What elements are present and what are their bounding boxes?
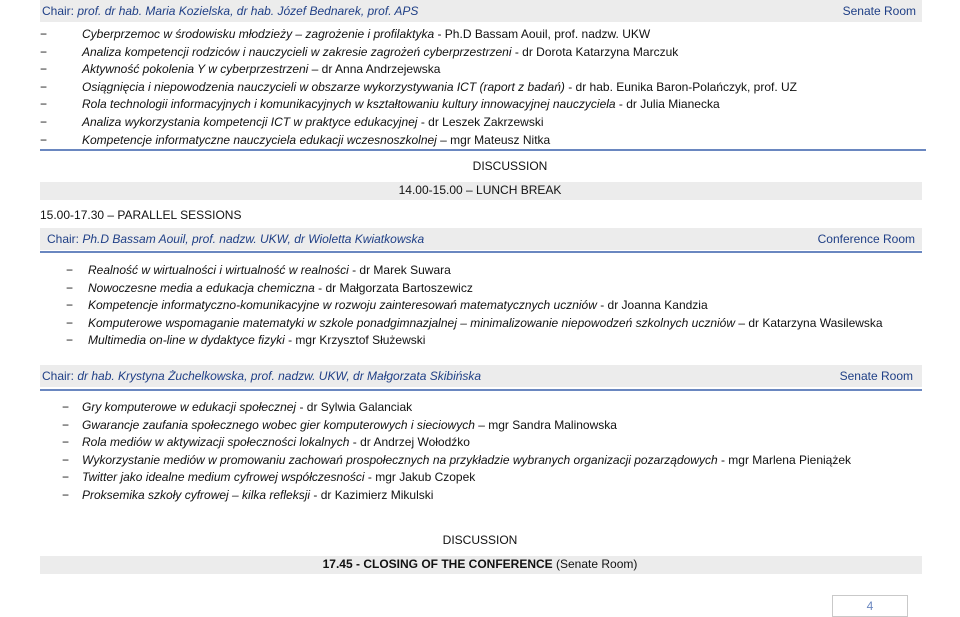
talk-item: [66, 262, 883, 280]
talk-item: [66, 280, 883, 298]
talk-item: [66, 297, 883, 315]
talk-item: [40, 61, 797, 79]
session3-talk-list: [62, 399, 851, 505]
session2-chair: [47, 232, 424, 246]
talk-title: Gwarancje zaufania społecznego wobec gier komputerowych i sieciowych: [82, 417, 475, 432]
dash-marker: −: [66, 280, 74, 295]
dash-marker: −: [40, 79, 48, 94]
session2-talk-list: [66, 262, 883, 350]
session2-chair-names: Ph.D Bassam Aouil, prof. nadzw. UKW, dr Wioletta Kwiatkowska: [82, 232, 425, 246]
talk-item: [40, 132, 797, 150]
dash-marker: −: [62, 400, 70, 414]
session3-discussion: DISCUSSION: [442, 533, 518, 547]
talk-title: Multimedia on-line w dydaktyce fizyki: [88, 333, 285, 348]
talk-item: [40, 26, 797, 44]
dash-marker: −: [40, 132, 48, 147]
talk-item: [40, 44, 797, 62]
talk-speaker: - mgr Jakub Czopek: [364, 470, 476, 485]
talk-speaker: - dr Sylwia Galanciak: [296, 400, 413, 414]
dash-marker: −: [62, 417, 70, 432]
session1-discussion: DISCUSSION: [472, 159, 548, 173]
talk-speaker: – dr Anna Andrzejewska: [308, 62, 441, 77]
talk-item: [40, 96, 797, 114]
talk-item: [62, 434, 851, 452]
talk-speaker: - Ph.D Bassam Aouil, prof. nadzw. UKW: [434, 27, 651, 41]
talk-title: Rola technologii informacyjnych i komunikacyjnych w kształtowaniu kultury innowacyjnej nauczyciela: [82, 97, 616, 112]
dash-marker: −: [62, 452, 70, 467]
talk-item: [40, 79, 797, 97]
talk-title: Cyberprzemoc w środowisku młodzieży – zagrożenie i profilaktyka: [82, 27, 435, 41]
talk-item: [62, 417, 851, 435]
parallel-sessions-heading: 15.00-17.30 – PARALLEL SESSIONS: [40, 208, 242, 222]
talk-item: [62, 487, 851, 505]
talk-speaker: - mgr Marlena Pieniążek: [717, 452, 852, 467]
dash-marker: −: [62, 470, 70, 485]
dash-marker: −: [40, 97, 48, 112]
talk-title: Wykorzystanie mediów w promowaniu zachowań prospołecznych na przykładzie wybranych organizacji pozarządowych: [82, 452, 718, 467]
session1-room: Senate Room: [842, 4, 916, 18]
dash-marker: −: [40, 114, 48, 129]
closing-room: (Senate Room): [552, 557, 638, 571]
session1-talk-list: [40, 26, 797, 149]
talk-speaker: - dr Joanna Kandzia: [596, 298, 708, 313]
talk-title: Realność w wirtualności i wirtualność w realności: [88, 263, 349, 277]
talk-speaker: - dr Leszek Zakrzewski: [417, 114, 544, 129]
talk-title: Analiza kompetencji rodziców i nauczycieli w zakresie zagrożeń cyberprzestrzeni: [82, 44, 512, 59]
talk-item: [66, 315, 883, 333]
dash-marker: −: [66, 315, 74, 330]
section-divider: [40, 389, 922, 391]
session3-chair-label: Chair:: [42, 369, 75, 383]
talk-title: Nowoczesne media a edukacja chemiczna: [88, 280, 315, 295]
dash-marker: −: [62, 487, 70, 502]
talk-speaker: – mgr Mateusz Nitka: [436, 132, 551, 147]
talk-title: Gry komputerowe w edukacji społecznej: [82, 400, 297, 414]
talk-title: Proksemika szkoły cyfrowej – kilka refleksji: [82, 487, 311, 502]
talk-item: [62, 469, 851, 487]
dash-marker: −: [40, 44, 48, 59]
session3-chair: [42, 369, 481, 383]
talk-title: Rola mediów w aktywizacji społeczności lokalnych: [82, 435, 350, 450]
talk-speaker: - dr Małgorzata Bartoszewicz: [314, 280, 473, 295]
session1-chair-names: prof. dr hab. Maria Kozielska, dr hab. Józef Bednarek, prof. APS: [77, 4, 419, 18]
talk-title: Aktywność pokolenia Y w cyberprzestrzeni: [82, 62, 309, 77]
talk-title: Osiągnięcia i niepowodzenia nauczycieli w obszarze wykorzystywania ICT (raport z badań): [82, 79, 565, 94]
session3-chair-band: [40, 365, 922, 387]
talk-title: Twitter jako idealne medium cyfrowej współczesności: [82, 470, 365, 485]
talk-speaker: - dr Marek Suwara: [348, 263, 451, 277]
session1-chair: [42, 4, 418, 18]
lunch-break: 14.00-15.00 – LUNCH BREAK: [398, 183, 562, 197]
talk-speaker: - dr Kazimierz Mikulski: [310, 487, 434, 502]
closing-line: [280, 557, 680, 571]
session2-chair-band: [40, 228, 922, 250]
dash-marker: −: [40, 62, 48, 77]
dash-marker: −: [66, 333, 74, 348]
talk-title: Kompetencje informatyczne nauczyciela edukacji wczesnoszkolnej: [82, 132, 437, 147]
talk-title: Analiza wykorzystania kompetencji ICT w praktyce edukacyjnej: [82, 114, 418, 129]
dash-marker: −: [66, 298, 74, 313]
talk-speaker: - dr Julia Mianecka: [615, 97, 720, 112]
talk-title: Komputerowe wspomaganie matematyki w szkole ponadgimnazjalnej – minimalizowanie niepowodzeń szkolnych uczniów: [88, 315, 735, 330]
session3-room: Senate Room: [839, 369, 913, 383]
talk-speaker: – dr Katarzyna Wasilewska: [735, 315, 883, 330]
session1-chair-label: Chair:: [42, 4, 75, 18]
closing-time: 17.45 - CLOSING OF THE CONFERENCE: [322, 557, 553, 571]
session1-chair-band: [40, 0, 922, 22]
session2-chair-label: Chair:: [47, 232, 80, 246]
section-divider: [40, 251, 922, 253]
talk-speaker: - dr hab. Eunika Baron-Polańczyk, prof. UZ: [564, 79, 797, 94]
session2-room: Conference Room: [817, 232, 915, 246]
talk-item: [62, 399, 851, 417]
dash-marker: −: [62, 435, 70, 450]
talk-title: Kompetencje informatyczno-komunikacyjne w rozwoju zainteresowań matematycznych uczniów: [88, 298, 597, 313]
talk-speaker: - mgr Krzysztof Służewski: [284, 333, 426, 348]
talk-item: [40, 114, 797, 132]
section-divider: [40, 149, 926, 151]
dash-marker: −: [66, 263, 74, 277]
talk-item: [62, 452, 851, 470]
session3-chair-names: dr hab. Krystyna Żuchelkowska, prof. nadzw. UKW, dr Małgorzata Skibińska: [77, 369, 482, 383]
page-number: 4: [832, 595, 908, 617]
talk-item: [66, 332, 883, 350]
dash-marker: −: [40, 27, 48, 41]
talk-speaker: - dr Andrzej Wołodźko: [349, 435, 470, 450]
talk-speaker: – mgr Sandra Malinowska: [474, 417, 617, 432]
talk-speaker: - dr Dorota Katarzyna Marczuk: [511, 44, 679, 59]
